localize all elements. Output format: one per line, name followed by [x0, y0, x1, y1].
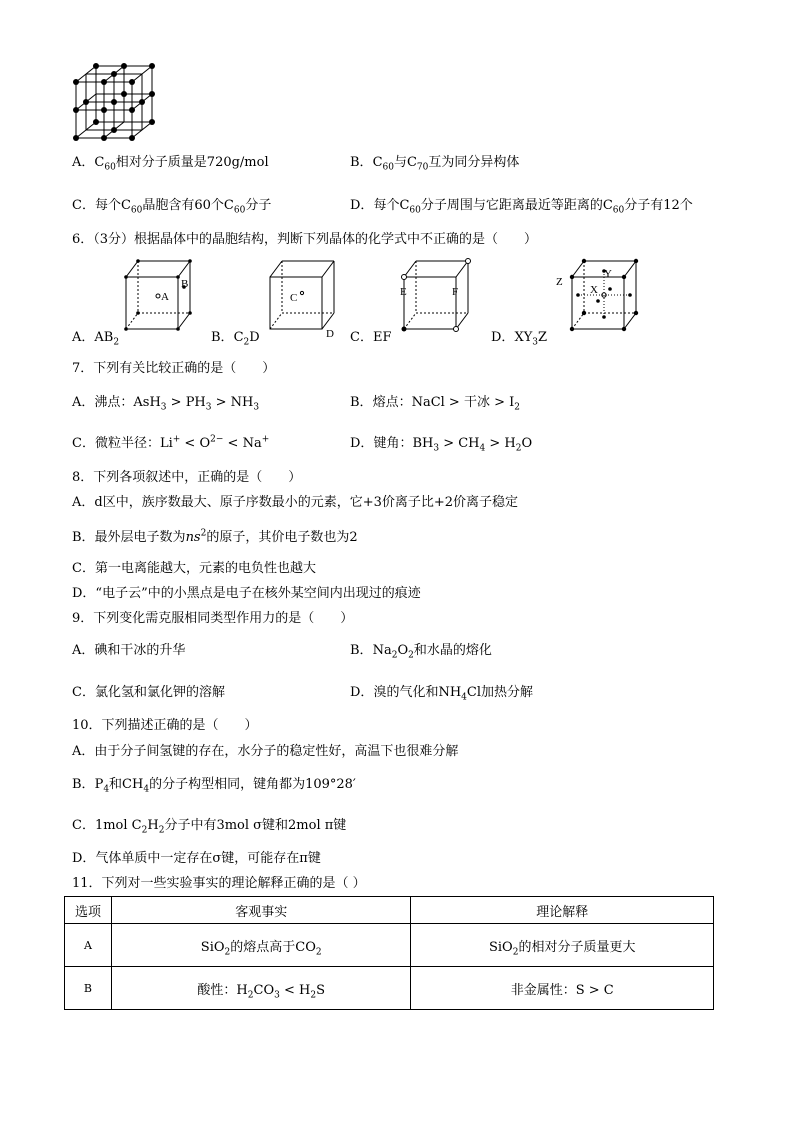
q9-option-d[interactable]: D．溴的气化和$NH_4Cl$加热分解 [350, 685, 533, 703]
q6-cell-a-figure [122, 255, 202, 335]
q6-stem: 6．（3分）根据晶体中的晶胞结构，判断下列晶体的化学式中不正确的是（ ） [72, 232, 538, 247]
cell-c-label-e: E [400, 286, 407, 298]
q7-option-c[interactable]: C．微粒半径：$Li^+ < O^{2-} < Na^+$ [72, 434, 270, 451]
q7-option-b[interactable]: B．熔点：NaCl > 干冰 > $I_2$ [350, 395, 520, 413]
q11-row-a-fact: SiO$_2$的熔点高于$CO_2$ [111, 924, 411, 967]
cell-c-label-f: F [452, 286, 459, 298]
q10-option-b[interactable]: B．$P_4$和$CH_4$的分子构型相同，键角都为109°28′ [72, 777, 356, 795]
cell-a-label-b: B [181, 278, 189, 290]
q11-header-option: 选项 [65, 897, 112, 924]
q6-cell-d-figure [554, 255, 638, 335]
q6-option-a[interactable]: A．$AB_2$ [72, 330, 120, 348]
q8-option-b[interactable]: B．最外层电子数为$ns^2$的原子，其价电子数也为2 [72, 528, 358, 545]
q11-table [64, 896, 714, 1010]
q11-header-fact: 客观事实 [111, 897, 411, 924]
q6-option-c[interactable]: C．EF [350, 330, 392, 345]
q10-option-a[interactable]: A．由于分子间氢键的存在，水分子的稳定性好，高温下也很难分解 [72, 744, 459, 759]
cell-b-label-c: C [290, 292, 298, 304]
q11-row-b-fact: 酸性：$H_2CO_3 < H_2S$ [111, 967, 411, 1010]
cell-d-label-z: Z [556, 276, 563, 288]
q9-stem: 9．下列变化需克服相同类型作用力的是（ ） [72, 611, 354, 626]
q11-row-b-option: B [65, 967, 112, 1010]
q8-option-a[interactable]: A．d区中，族序数最大、原子序数最小的元素，它+3价离子比+2价离子稳定 [72, 495, 519, 510]
q7-stem: 7．下列有关比较正确的是（ ） [72, 361, 276, 376]
q7-option-a[interactable]: A．沸点：$AsH_3 > PH_3 > NH_3$ [72, 395, 260, 413]
q5-option-c[interactable]: C．每个$C_{60}$晶胞含有60个$C_{60}$分子 [72, 198, 272, 216]
q6-cell-c-figure [396, 255, 476, 335]
q9-option-c[interactable]: C．氯化氢和氯化钾的溶解 [72, 685, 225, 700]
q8-option-c[interactable]: C．第一电离能越大，元素的电负性也越大 [72, 561, 316, 576]
cell-d-label-x: X [590, 284, 598, 296]
q6-cell-b-figure [266, 255, 346, 341]
q11-header-explanation: 理论解释 [411, 897, 714, 924]
c60-crystal-figure [66, 60, 162, 142]
table-row[interactable] [65, 924, 714, 967]
q5-option-d[interactable]: D．每个$C_{60}$分子周围与它距离最近等距离的$C_{60}$分子有12个 [350, 198, 693, 216]
q6-option-b[interactable]: B．$C_2D$ [211, 330, 260, 348]
q11-row-b-explanation: 非金属性：S > C [411, 967, 714, 1010]
q9-option-a[interactable]: A．碘和干冰的升华 [72, 643, 186, 658]
q11-stem: 11．下列对一些实验事实的理论解释正确的是（ ） [72, 876, 366, 891]
q10-option-d[interactable]: D．气体单质中一定存在σ键，可能存在π键 [72, 851, 321, 866]
cell-a-label-a: A [161, 291, 169, 303]
q8-option-d[interactable]: D．“电子云”中的小黑点是电子在核外某空间内出现过的痕迹 [72, 586, 421, 601]
q11-row-a-explanation: SiO$_2$的相对分子质量更大 [411, 924, 714, 967]
q7-option-d[interactable]: D．键角：$BH_3 > CH_4 > H_2O$ [350, 436, 533, 454]
table-row[interactable] [65, 967, 714, 1010]
q11-row-a-option: A [65, 924, 112, 967]
q5-option-a[interactable]: A．$C_{60}$相对分子质量是720g/mol [72, 155, 269, 173]
q6-option-d[interactable]: D．$XY_3Z$ [491, 330, 548, 348]
cell-d-label-y: Y [604, 268, 612, 280]
cell-b-label-d: D [326, 328, 334, 340]
q8-stem: 8．下列各项叙述中，正确的是（ ） [72, 470, 302, 485]
q10-option-c[interactable]: C．1mol $C_2H_2$分子中有3mol σ键和2mol π键 [72, 818, 347, 836]
q9-option-b[interactable]: B．$Na_2O_2$和水晶的熔化 [350, 643, 492, 661]
q5-option-b[interactable]: B．$C_{60}$与$C_{70}$互为同分异构体 [350, 155, 520, 173]
q10-stem: 10．下列描述正确的是（ ） [72, 718, 258, 733]
